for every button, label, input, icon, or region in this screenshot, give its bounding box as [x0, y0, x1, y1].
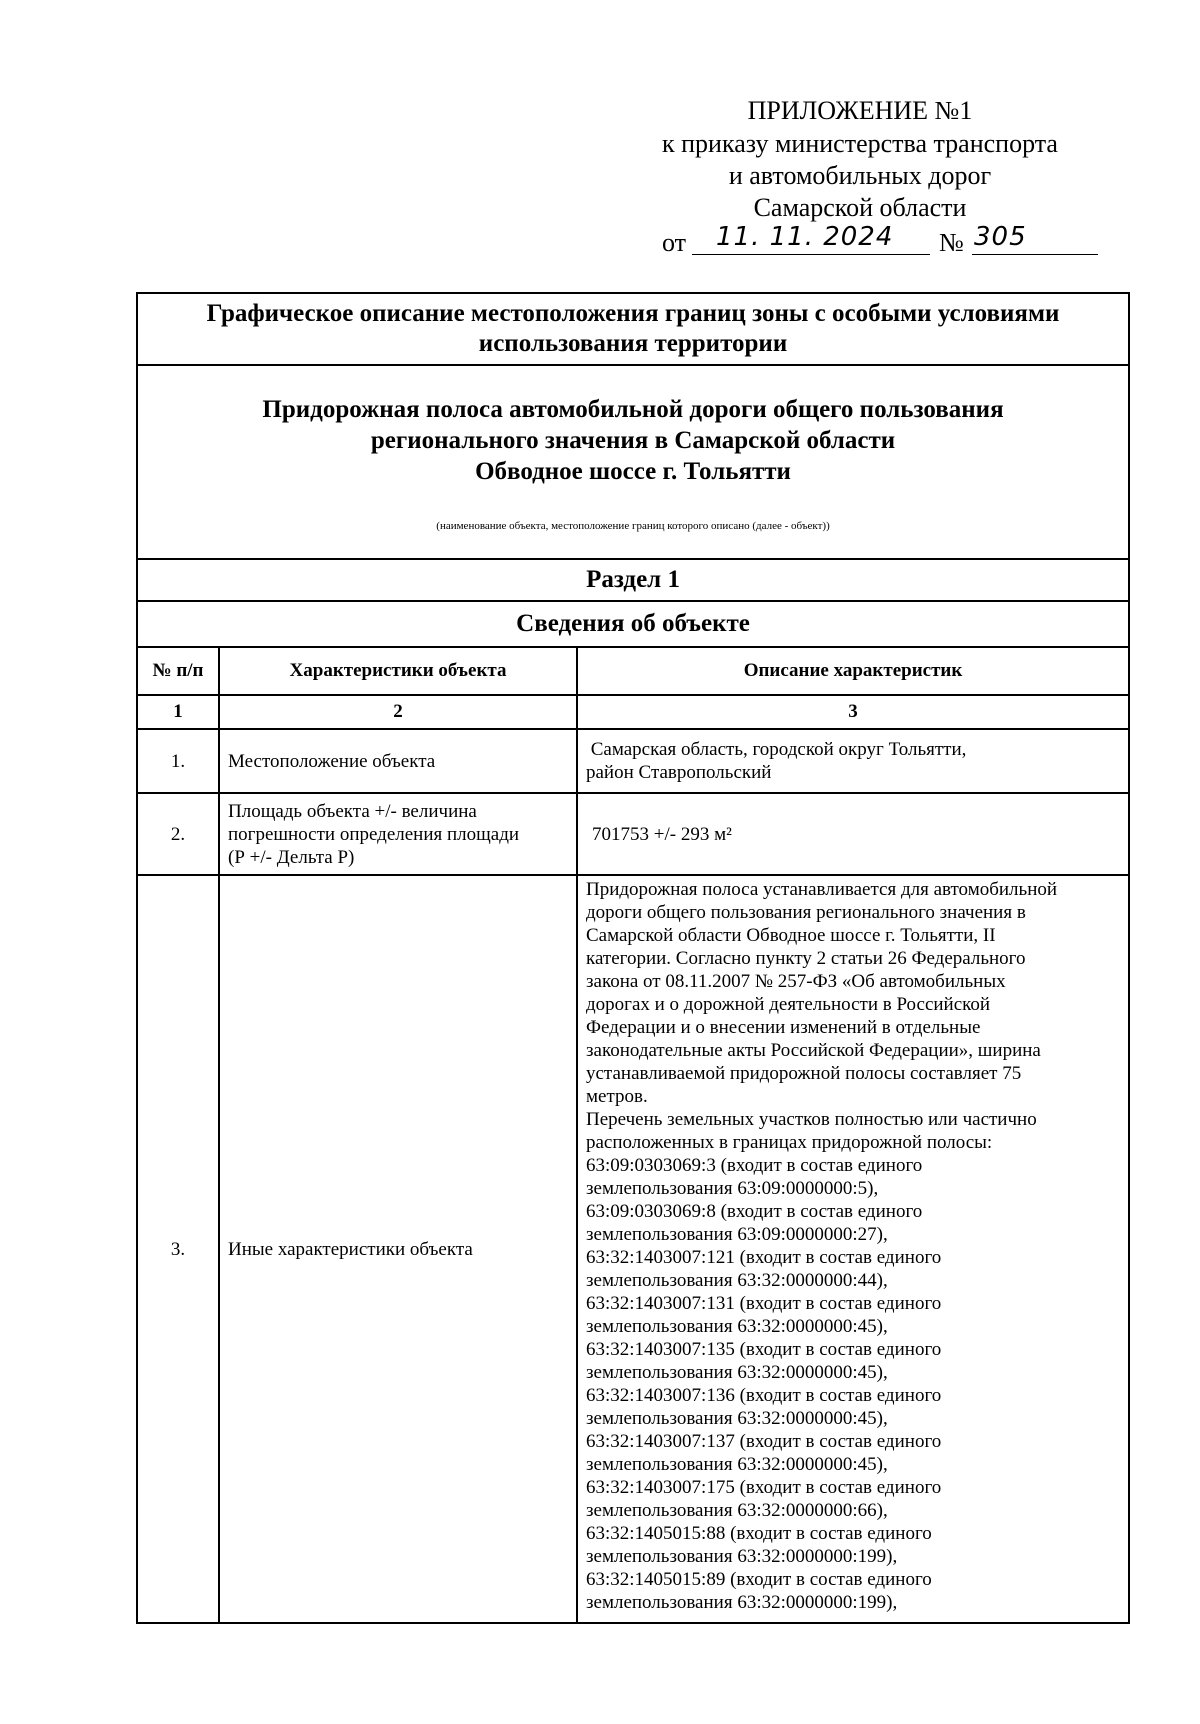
- description-line: Самарская область, городской округ Тольятти,: [586, 739, 967, 760]
- column-number: 3: [577, 695, 1129, 729]
- row-description: [577, 875, 1129, 1623]
- handwritten-number: 305: [974, 222, 1027, 252]
- date-field: [692, 224, 930, 255]
- row-description: 701753 +/- 293 м²: [577, 793, 1129, 875]
- object-name-note: (наименование объекта, местоположение границ которого описано (далее - объект)): [137, 514, 1129, 559]
- description-line: район Ставропольский: [586, 762, 772, 783]
- description-line: землепользования 63:32:0000000:44),: [586, 1270, 888, 1291]
- description-line: землепользования 63:32:0000000:66),: [586, 1500, 888, 1521]
- description-line: закона от 08.11.2007 № 257-ФЗ «Об автомобильных: [586, 971, 1006, 992]
- row-description: [577, 729, 1129, 793]
- row-characteristic: Иные характеристики объекта: [219, 875, 577, 1623]
- description-line: законодательные акты Российской Федерации», ширина: [586, 1040, 1041, 1061]
- table-row: [137, 875, 1129, 1623]
- description-line: землепользования 63:32:0000000:45),: [586, 1454, 888, 1475]
- row-number: 3.: [137, 875, 219, 1623]
- date-prefix: от: [662, 228, 687, 257]
- description-line: землепользования 63:32:0000000:45),: [586, 1408, 888, 1429]
- description-line: 63:32:1403007:175 (входит в состав единого: [586, 1477, 942, 1498]
- section-title: Сведения об объекте: [137, 601, 1129, 647]
- ministry-line: и автомобильных дорог: [728, 161, 992, 190]
- description-line: землепользования 63:32:0000000:199),: [586, 1592, 898, 1613]
- row-number: 1.: [137, 729, 219, 793]
- description-line: Перечень земельных участков полностью или частично: [586, 1109, 1037, 1130]
- zone-description-table: [136, 292, 1130, 1624]
- description-line: землепользования 63:09:0000000:5),: [586, 1178, 879, 1199]
- description-line: устанавливаемой придорожной полосы составляет 75: [586, 1063, 1022, 1084]
- characteristic-line: (Р +/- Дельта Р): [228, 846, 355, 868]
- description-line: 63:32:1405015:89 (входит в состав единого: [586, 1569, 932, 1590]
- column-number: 2: [219, 695, 577, 729]
- description-line: категории. Согласно пункту 2 статьи 26 Федерального: [586, 948, 1026, 969]
- description-line: дорогах и о дорожной деятельности в Российской: [586, 994, 991, 1015]
- description-line: Самарской области Обводное шоссе г. Тольятти, II: [586, 925, 996, 946]
- description-line: расположенных в границах придорожной полосы:: [586, 1132, 993, 1153]
- column-number: 1: [137, 695, 219, 729]
- description-line: землепользования 63:09:0000000:27),: [586, 1224, 888, 1245]
- description-line: 63:32:1403007:137 (входит в состав единого: [586, 1431, 942, 1452]
- characteristic-line: погрешности определения площади: [228, 823, 520, 845]
- description-line: метров.: [586, 1086, 648, 1107]
- date-number-line: [662, 224, 1100, 258]
- description-line: землепользования 63:32:0000000:45),: [586, 1362, 888, 1383]
- characteristic-line: Площадь объекта +/- величина: [228, 800, 477, 822]
- row-characteristic: [219, 793, 577, 875]
- appendix-title: ПРИЛОЖЕНИЕ №1: [747, 96, 973, 125]
- description-line: землепользования 63:32:0000000:199),: [586, 1546, 898, 1567]
- description-line: землепользования 63:32:0000000:45),: [586, 1316, 888, 1337]
- column-header-number: № п/п: [137, 647, 219, 695]
- object-name-line: регионального значения в Самарской области: [370, 426, 896, 454]
- number-prefix: №: [939, 228, 964, 257]
- table-row: [137, 729, 1129, 793]
- row-characteristic: Местоположение объекта: [219, 729, 577, 793]
- description-line: 63:32:1403007:121 (входит в состав единого: [586, 1247, 942, 1268]
- table-row: [137, 793, 1129, 875]
- description-line: дороги общего пользования регионального значения в: [586, 902, 1026, 923]
- number-field: [972, 224, 1098, 255]
- description-line: 63:32:1403007:131 (входит в состав единого: [586, 1293, 942, 1314]
- table-title: Графическое описание местоположения границ зоны с особыми условиями использования территории: [137, 293, 1129, 365]
- description-line: Придорожная полоса устанавливается для автомобильной: [586, 879, 1058, 900]
- object-name-line: Придорожная полоса автомобильной дороги общего пользования: [262, 395, 1004, 423]
- order-reference-line: к приказу министерства транспорта: [662, 129, 1058, 158]
- description-line: 63:09:0303069:8 (входит в состав единого: [586, 1201, 923, 1222]
- description-line: 63:32:1403007:135 (входит в состав единого: [586, 1339, 942, 1360]
- description-line: 63:09:0303069:3 (входит в состав единого: [586, 1155, 923, 1176]
- object-name: [137, 365, 1129, 514]
- object-name-line: Обводное шоссе г. Тольятти: [475, 457, 791, 485]
- description-line: 63:32:1405015:88 (входит в состав единого: [586, 1523, 932, 1544]
- description-line: 63:32:1403007:136 (входит в состав единого: [586, 1385, 942, 1406]
- region-line: Самарской области: [753, 193, 967, 222]
- column-header-characteristic: Характеристики объекта: [219, 647, 577, 695]
- handwritten-date: 11. 11. 2024: [716, 222, 894, 252]
- row-number: 2.: [137, 793, 219, 875]
- description-line: Федерации и о внесении изменений в отдельные: [586, 1017, 981, 1038]
- column-header-description: Описание характеристик: [577, 647, 1129, 695]
- section-heading: Раздел 1: [137, 559, 1129, 601]
